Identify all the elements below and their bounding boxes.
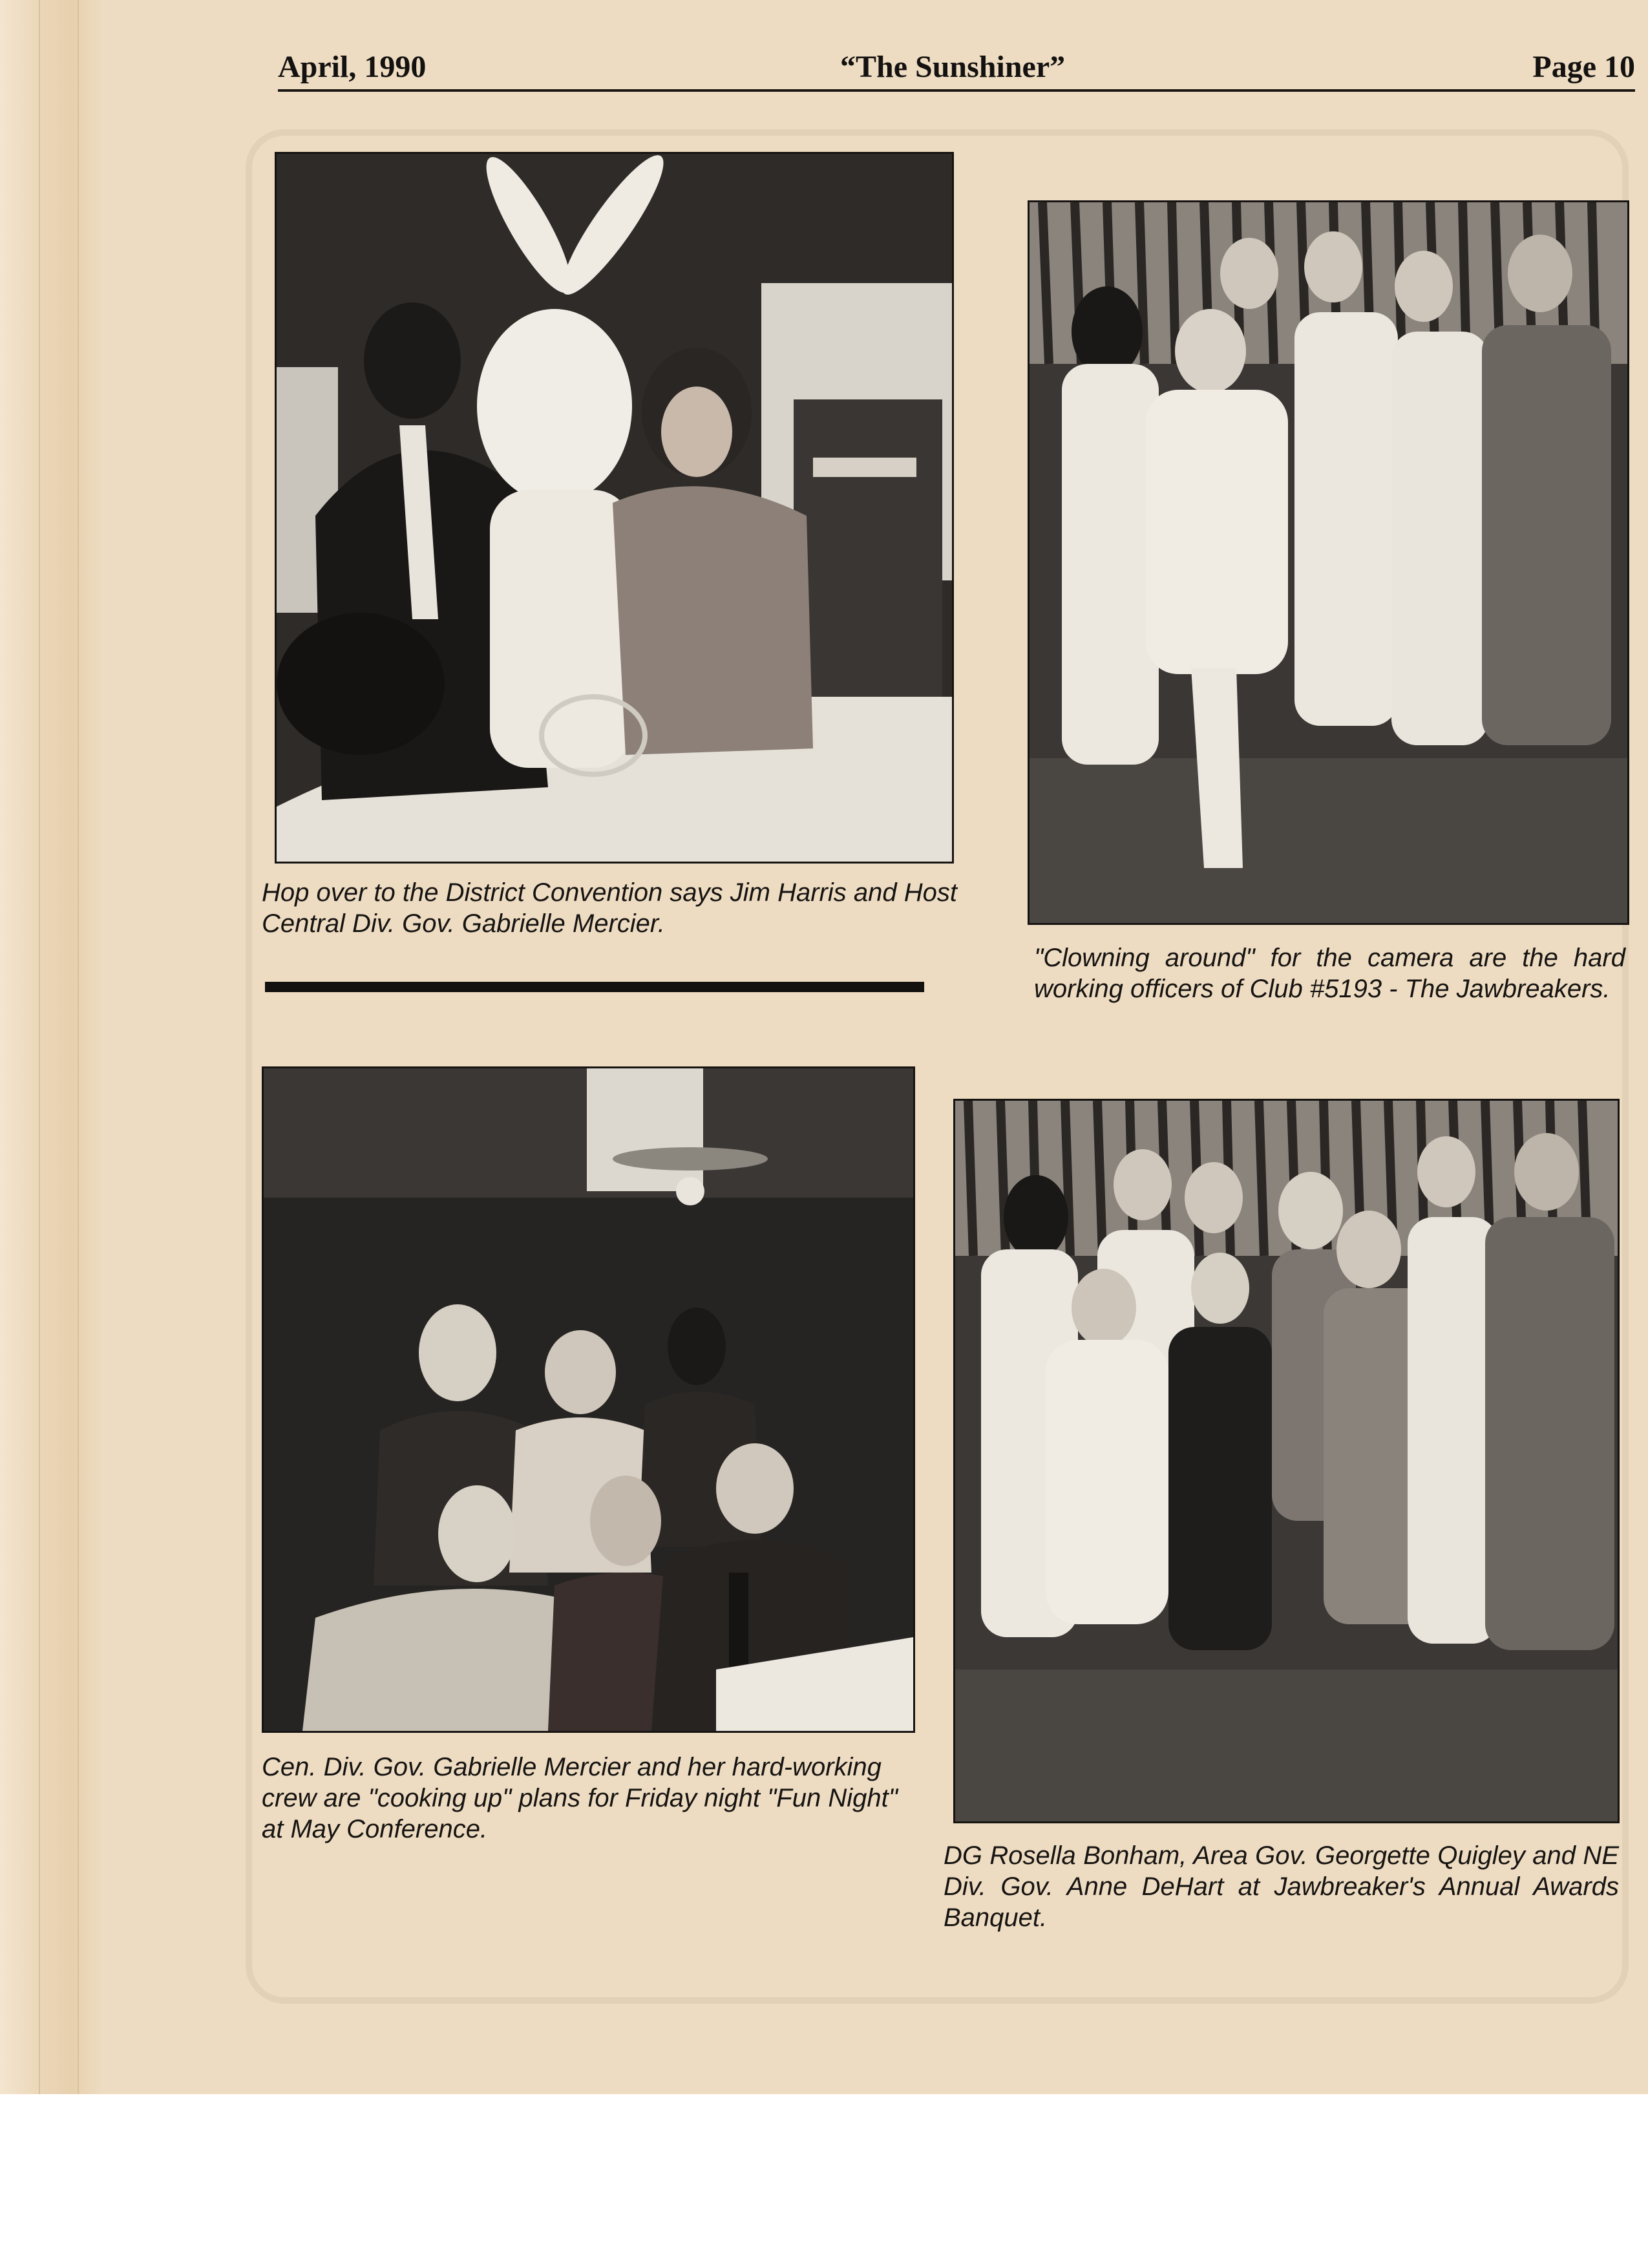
photo-cooking-up-plans — [262, 1066, 915, 1733]
page-fold-shadow — [0, 0, 103, 2094]
page-number: Page 10 — [1532, 50, 1635, 84]
section-divider-rule — [265, 982, 924, 992]
photo-clowning-officers-image — [1030, 202, 1627, 923]
masthead — [278, 45, 1635, 97]
photo-clowning-officers — [1028, 200, 1629, 925]
photo-awards-banquet — [953, 1099, 1620, 1823]
photo-cooking-up-plans-image — [264, 1068, 913, 1731]
caption-clowning-officers: "Clowning around" for the camera are the hard working officers of Club #5193 - The Jawbreakers. — [1034, 944, 1625, 1003]
caption-cooking-up-plans: Cen. Div. Gov. Gabrielle Mercier and her hard-working crew are "cooking up" plans for Friday night "Fun Night" at May Conference. — [262, 1753, 898, 1843]
caption-awards-banquet: DG Rosella Bonham, Area Gov. Georgette Quigley and NE Div. Gov. Anne DeHart at Jawbreaker's Annual Awards Banquet. — [944, 1841, 1619, 1932]
photo-easter-bunny-image — [277, 154, 952, 862]
newsletter-title: “The Sunshiner” — [840, 50, 1066, 84]
masthead-rule — [278, 89, 1635, 92]
caption-easter-bunny: Hop over to the District Convention says Jim Harris and Host Central Div. Gov. Gabrielle Mercier. — [262, 878, 957, 938]
issue-date: April, 1990 — [278, 50, 427, 84]
photo-awards-banquet-image — [955, 1101, 1618, 1821]
fold-crease — [39, 0, 40, 2094]
photo-easter-bunny — [275, 152, 954, 864]
fold-crease — [78, 0, 79, 2094]
